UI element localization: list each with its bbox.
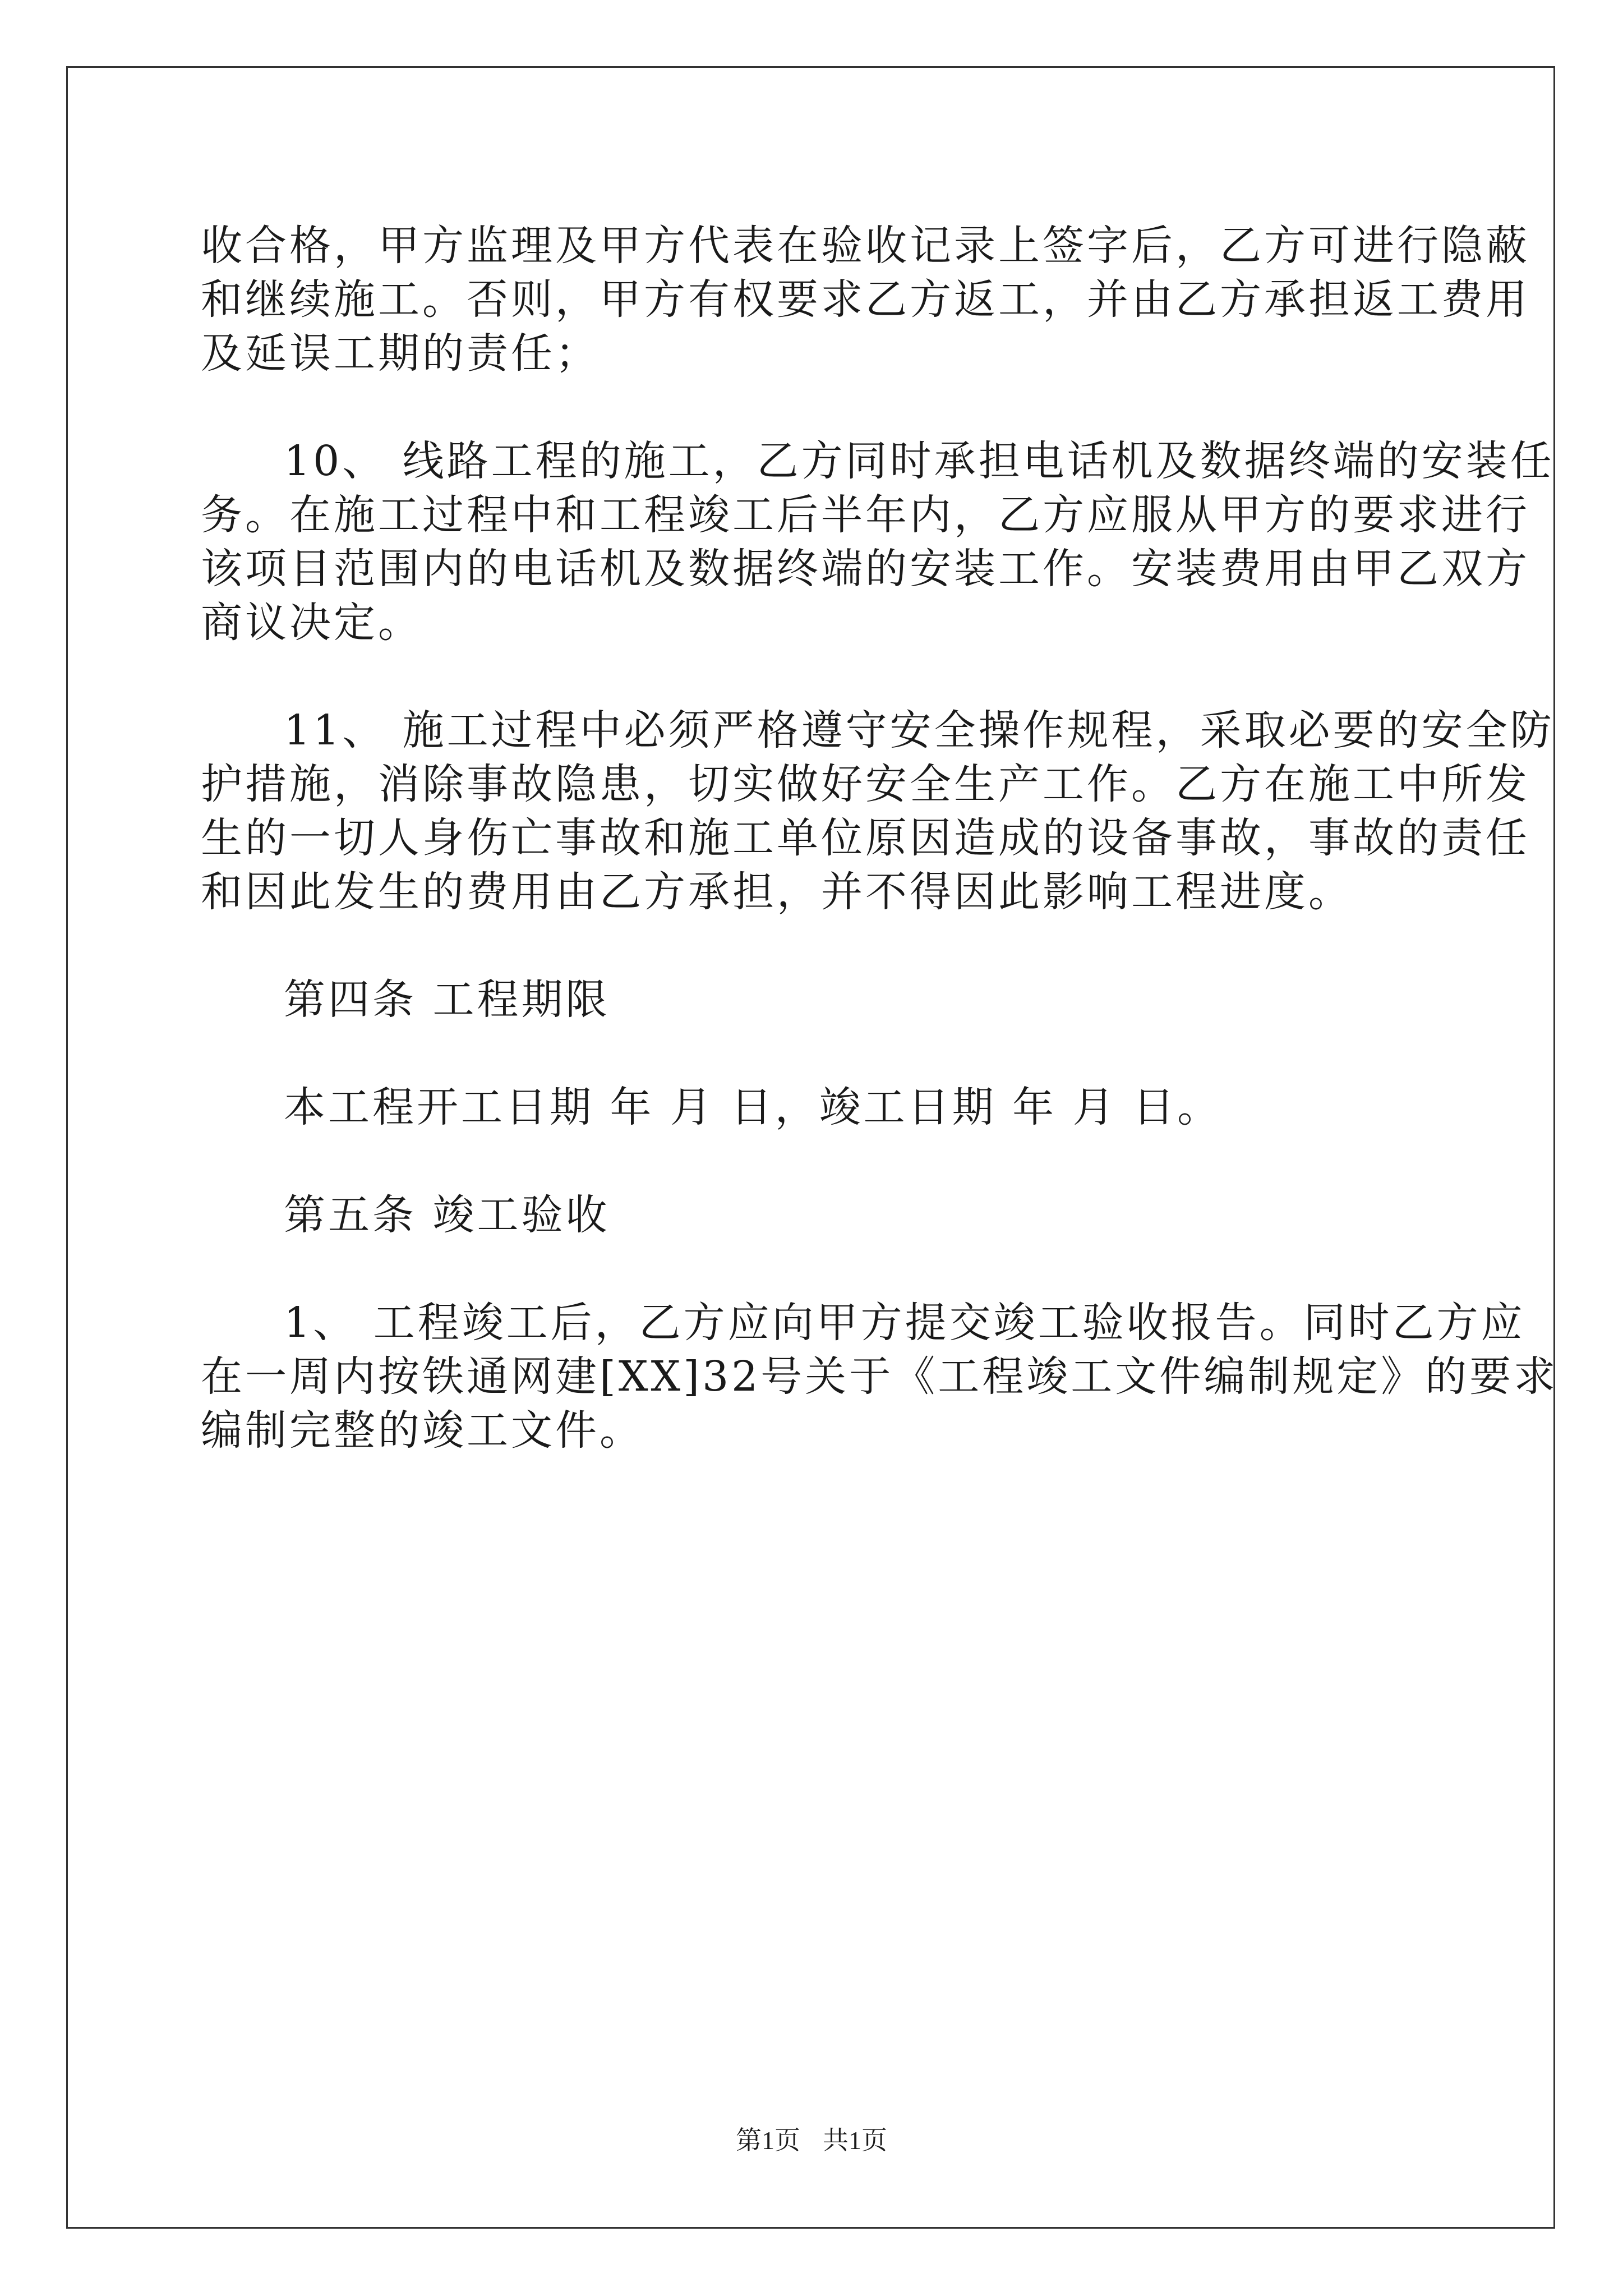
text-line: 本工程开工日期 年 月 日，竣工日期 年 月 日。 [284,1083,1222,1131]
text-line: 1、 工程竣工后，乙方应向甲方提交竣工验收报告。同时乙方应 [284,1299,1525,1347]
page-total: 共1页 [823,2126,887,2155]
text-line: 在一周内按铁通网建[XX]32号关于《工程竣工文件编制规定》的要求 [201,1352,1559,1401]
text-line: 和继续施工。否则，甲方有权要求乙方返工，并由乙方承担返工费用 [201,275,1530,324]
text-line: 第五条 竣工验收 [284,1191,610,1239]
text-line: 务。在施工过程中和工程竣工后半年内，乙方应服从甲方的要求进行 [201,491,1530,539]
text-line: 编制完整的竣工文件。 [201,1406,644,1455]
section-heading [201,1188,1429,1242]
paragraph [201,703,1555,919]
paragraph [201,1296,1559,1457]
paragraph [201,219,1530,380]
paragraph [201,434,1555,650]
section-heading [201,973,1429,1027]
text-line: 商议决定。 [201,599,422,647]
text-line: 第四条 工程期限 [284,976,610,1024]
text-line: 该项目范围内的电话机及数据终端的安装工作。安装费用由甲乙双方 [201,545,1530,593]
text-line: 10、 线路工程的施工，乙方同时承担电话机及数据终端的安装任 [284,437,1555,485]
text-line: 生的一切人身伤亡事故和施工单位原因造成的设备事故，事故的责任 [201,814,1530,862]
text-line: 及延误工期的责任； [201,329,600,378]
paragraph [201,1080,1429,1134]
text-line: 护措施，消除事故隐患，切实做好安全生产工作。乙方在施工中所发 [201,760,1530,808]
document-body [201,219,1559,1457]
page-footer [0,2125,1623,2156]
text-line: 和因此发生的费用由乙方承担，并不得因此影响工程进度。 [201,868,1353,916]
text-line: 收合格，甲方监理及甲方代表在验收记录上签字后，乙方可进行隐蔽 [201,222,1530,270]
page-number: 第1页 [736,2126,800,2155]
text-line: 11、 施工过程中必须严格遵守安全操作规程，采取必要的安全防 [284,706,1555,754]
